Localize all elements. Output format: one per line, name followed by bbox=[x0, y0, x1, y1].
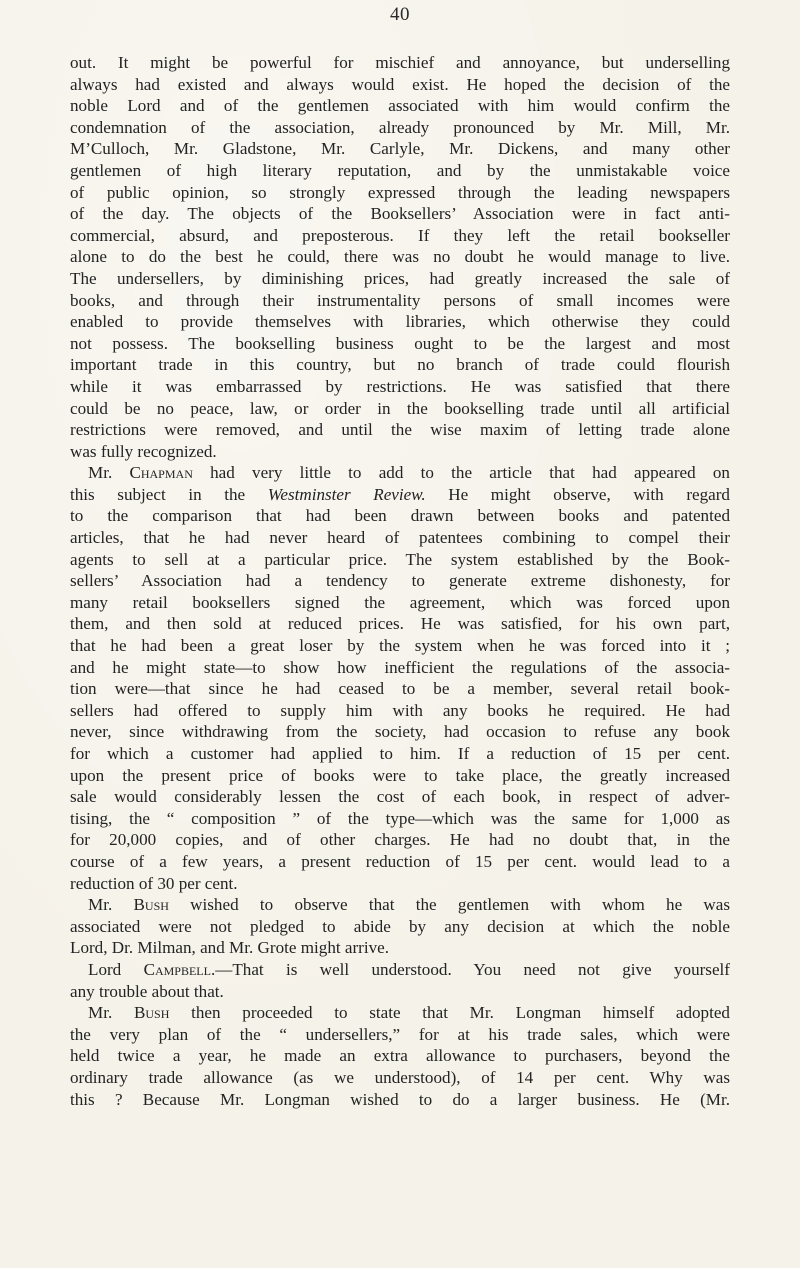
line-text: and he might state—to show how inefficient the regulations of the associa- bbox=[70, 657, 730, 677]
line-text: upon the present price of books were to take place, the greatly increased bbox=[70, 765, 730, 785]
line-text: many retail booksellers signed the agreement, which was forced upon bbox=[70, 592, 730, 612]
text-line bbox=[70, 937, 730, 959]
line-prefix: Mr. bbox=[88, 1003, 134, 1023]
line-text: sellers’ Association had a tendency to generate extreme dishonesty, for bbox=[70, 571, 730, 591]
line-text: that he had been a great loser by the system when he was forced into it ; bbox=[70, 636, 730, 656]
line-text: could be no peace, law, or order in the bookselling trade until all artificial bbox=[70, 398, 730, 418]
text-line bbox=[70, 570, 730, 592]
text-line bbox=[70, 1045, 730, 1067]
text-line bbox=[70, 829, 730, 851]
text-line bbox=[70, 700, 730, 722]
text-line bbox=[70, 354, 730, 376]
line-text: never, since withdrawing from the society, had occasion to refuse any book bbox=[70, 722, 730, 742]
line-text: He might observe, with regard bbox=[425, 484, 730, 504]
text-line bbox=[70, 657, 730, 679]
line-text: tising, the “ composition ” of the type—which was the same for 1,000 as bbox=[70, 808, 730, 828]
text-line bbox=[70, 203, 730, 225]
line-text: M’Culloch, Mr. Gladstone, Mr. Carlyle, Mr. Dickens, and many other bbox=[70, 139, 730, 159]
line-text: commercial, absurd, and preposterous. If they left the retail bookseller bbox=[70, 225, 730, 245]
line-prefix: Mr. bbox=[88, 895, 134, 915]
text-line bbox=[70, 808, 730, 830]
line-text: ordinary trade allowance (as we understood), of 14 per cent. Why was bbox=[70, 1067, 730, 1087]
text-line bbox=[70, 873, 730, 895]
text-line bbox=[70, 182, 730, 204]
line-text: important trade in this country, but no branch of trade could flourish bbox=[70, 355, 730, 375]
text-line bbox=[70, 527, 730, 549]
text-line bbox=[70, 398, 730, 420]
line-text: sellers had offered to supply him with any books he required. He had bbox=[70, 700, 730, 720]
text-line bbox=[70, 462, 730, 484]
text-line bbox=[70, 894, 730, 916]
text-line bbox=[70, 160, 730, 182]
line-text: course of a few years, a present reduction of 15 per cent. would lead to a bbox=[70, 851, 730, 871]
line-text: gentlemen of high literary reputation, and by the unmistakable voice bbox=[70, 160, 730, 180]
line-text: of public opinion, so strongly expressed through the leading newspapers bbox=[70, 182, 730, 202]
text-line bbox=[70, 678, 730, 700]
line-text: articles, that he had never heard of patentees combining to compel their bbox=[70, 528, 730, 548]
line-text: to the comparison that had been drawn between books and patented bbox=[70, 506, 730, 526]
body-text bbox=[70, 52, 730, 1110]
line-text: sale would considerably lessen the cost of each book, in respect of adver- bbox=[70, 787, 730, 807]
line-text: this ? Because Mr. Longman wished to do a larger business. He (Mr. bbox=[70, 1089, 730, 1109]
line-text: any trouble about that. bbox=[70, 981, 224, 1001]
line-text: condemnation of the association, already pronounced by Mr. Mill, Mr. bbox=[70, 117, 730, 137]
text-line bbox=[70, 333, 730, 355]
text-line bbox=[70, 1067, 730, 1089]
line-text: alone to do the best he could, there was no doubt he would manage to live. bbox=[70, 247, 730, 267]
line-text: enabled to provide themselves with libraries, which otherwise they could bbox=[70, 312, 730, 332]
text-line bbox=[70, 549, 730, 571]
text-line bbox=[70, 225, 730, 247]
line-text: then proceeded to state that Mr. Longman himself adopted bbox=[169, 1003, 730, 1023]
page-number: 40 bbox=[390, 4, 410, 25]
text-line bbox=[70, 851, 730, 873]
text-line bbox=[70, 959, 730, 981]
text-line bbox=[70, 635, 730, 657]
text-line bbox=[70, 246, 730, 268]
text-line bbox=[70, 74, 730, 96]
line-text: of the day. The objects of the Booksellers’ Association were in fact anti- bbox=[70, 204, 730, 224]
line-text: always had existed and always would exist. He hoped the decision of the bbox=[70, 74, 730, 94]
text-line bbox=[70, 592, 730, 614]
line-text: reduction of 30 per cent. bbox=[70, 873, 238, 893]
text-line bbox=[70, 765, 730, 787]
text-line bbox=[70, 117, 730, 139]
speaker-name: Bush bbox=[133, 895, 169, 915]
text-line bbox=[70, 1002, 730, 1024]
text-line bbox=[70, 1024, 730, 1046]
speaker-name: Bush bbox=[133, 1003, 170, 1023]
line-text: for 20,000 copies, and of other charges. He had no doubt that, in the bbox=[70, 830, 730, 850]
line-text: was fully recognized. bbox=[70, 441, 217, 461]
text-line bbox=[70, 441, 730, 463]
text-line bbox=[70, 916, 730, 938]
line-text: restrictions were removed, and until the wise maxim of letting trade alone bbox=[70, 420, 730, 440]
line-text: wished to observe that the gentlemen with whom he was bbox=[168, 895, 730, 915]
line-text: agents to sell at a particular price. The system established by the Book- bbox=[70, 549, 730, 569]
text-line bbox=[70, 290, 730, 312]
line-text: held twice a year, he made an extra allowance to purchasers, beyond the bbox=[70, 1046, 730, 1066]
text-line bbox=[70, 376, 730, 398]
line-text: The undersellers, by diminishing prices, had greatly increased the sale of bbox=[70, 268, 730, 288]
line-text: tion were—that since he had ceased to be a member, several retail book- bbox=[70, 679, 730, 699]
line-text: books, and through their instrumentality persons of small incomes were bbox=[70, 290, 730, 310]
line-text: out. It might be powerful for mischief and annoyance, but underselling bbox=[70, 53, 730, 72]
text-line bbox=[70, 613, 730, 635]
text-line bbox=[70, 138, 730, 160]
italic-title: Westminster Review. bbox=[267, 484, 426, 504]
text-line bbox=[70, 981, 730, 1003]
text-line bbox=[70, 419, 730, 441]
line-text: noble Lord and of the gentlemen associated with him would confirm the bbox=[70, 96, 730, 116]
text-line bbox=[70, 52, 730, 74]
line-text: associated were not pledged to abide by any decision at which the noble bbox=[70, 916, 730, 936]
text-line bbox=[70, 786, 730, 808]
line-prefix: this subject in the bbox=[70, 484, 268, 504]
line-text: had very little to add to the article that had appeared on bbox=[192, 463, 730, 483]
line-prefix: Lord bbox=[88, 959, 144, 979]
speaker-name: Campbell. bbox=[143, 959, 216, 979]
line-text: not possess. The bookselling business ought to be the largest and most bbox=[70, 333, 730, 353]
line-text: them, and then sold at reduced prices. He was satisfied, for his own part, bbox=[70, 614, 730, 634]
text-line bbox=[70, 268, 730, 290]
text-line bbox=[70, 1089, 730, 1111]
line-text: while it was embarrassed by restrictions. He was satisfied that there bbox=[70, 376, 730, 396]
text-line bbox=[70, 721, 730, 743]
text-line bbox=[70, 311, 730, 333]
text-line bbox=[70, 743, 730, 765]
line-text: the very plan of the “ undersellers,” for at his trade sales, which were bbox=[70, 1024, 730, 1044]
line-text: —That is well understood. You need not give yourself bbox=[215, 959, 730, 979]
speaker-name: Chapman bbox=[129, 463, 193, 483]
line-text: for which a customer had applied to him. If a reduction of 15 per cent. bbox=[70, 744, 730, 763]
line-text: Lord, Dr. Milman, and Mr. Grote might arrive. bbox=[70, 938, 390, 958]
line-prefix: Mr. bbox=[88, 463, 130, 483]
text-line bbox=[70, 505, 730, 527]
text-line bbox=[70, 95, 730, 117]
text-line bbox=[70, 484, 730, 506]
